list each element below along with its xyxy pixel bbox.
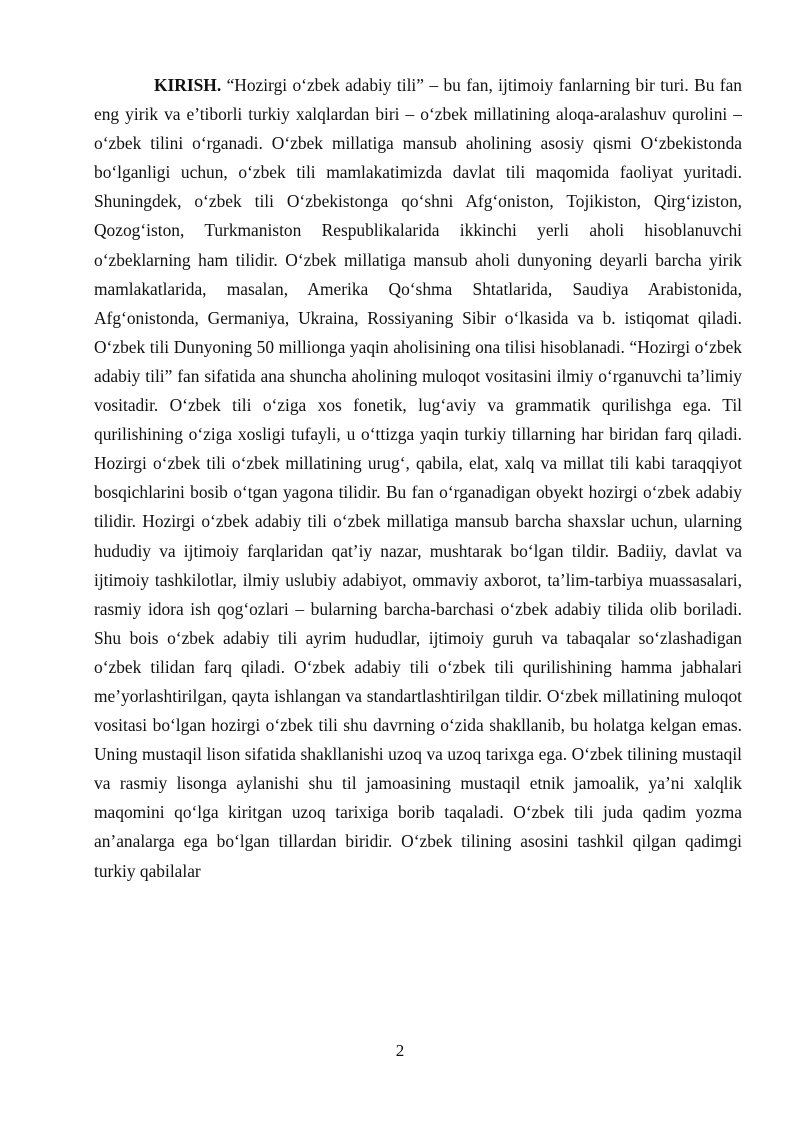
paragraph-text: “Hozirgi o‘zbek adabiy tili” – bu fan, ijtimoiy fanlarning bir turi. Bu fan eng yirik va e’tiborli turkiy xalqlardan biri – o‘zbek millatining aloqa-aralashuv qurolini – o‘zbek tilini o‘rganadi. O‘zbek millatiga mansub aholining asosiy qismi O‘zbekistonda bo‘lganligi uchun, o‘zbek tili mamlakatimizda davlat tili maqomida faoliyat yuritadi. Shuningdek, o‘zbek tili O‘zbekistonga qo‘shni Afg‘oniston, Tojikiston, Qirg‘iziston, Qozog‘iston, Turkmaniston Respublikalarida ikkinchi yerli aholi hisoblanuvchi o‘zbeklarning ham tilidir. O‘zbek millatiga mansub aholi dunyoning deyarli barcha yirik mamlakatlarida, masalan, Amerika Qo‘shma Shtatlarida, Saudiya Arabistonida, Afg‘onistonda, Germaniya, Ukraina, Rossiyaning Sibir o‘lkasida va b. istiqomat qiladi. O‘zbek tili Dunyoning 50 millionga yaqin aholisining ona tilisi hisoblanadi. “Hozirgi o‘zbek adabiy tili” fan sifatida ana shuncha aholining muloqot vositasini ilmiy o‘rganuvchi ta’limiy vositadir. O‘zbek tili o‘ziga xos fonetik, lug‘aviy va grammatik qurilishga ega. Til qurilishining o‘ziga xosligi tufayli, u o‘ttizga yaqin turkiy tillarning har biridan farq qiladi. Hozirgi o‘zbek tili o‘zbek millatining urug‘, qabila, elat, xalq va millat tili kabi taraqqiyot bosqichlarini bosib o‘tgan yagona tilidir. Bu fan o‘rganadigan obyekt hozirgi o‘zbek adabiy tilidir. Hozirgi o‘zbek adabiy tili o‘zbek millatiga mansub barcha shaxslar uchun, ularning hududiy va ijtimoiy farqlaridan qat’iy nazar, mushtarak bo‘lgan tildir. Badiiy, davlat va ijtimoiy tashkilotlar, ilmiy uslubiy adabiyot, ommaviy axborot, ta’lim-tarbiya muassasalari, rasmiy idora ish qog‘ozlari – bularning barcha-barchasi o‘zbek adabiy tilida olib boriladi. Shu bois o‘zbek adabiy tili ayrim hududlar, ijtimoiy guruh va tabaqalar so‘zlashadigan o‘zbek tilidan farq qiladi. O‘zbek adabiy tili o‘zbek tili qurilishining hamma jabhalari me’yorlashtirilgan, qayta ishlangan va standartlashtirilgan tildir. O‘zbek millatining muloqot vositasi bo‘lgan hozirgi o‘zbek tili shu davrning o‘zida shakllanib, bu holatga kelgan emas. Uning mustaqil lison sifatida shakllanishi uzoq va uzoq tarixga ega. O‘zbek tilining mustaqil va rasmiy lisonga aylanishi shu til jamoasining mustaqil etnik jamoalik, ya’ni xalqlik maqomini qo‘lga kiritgan uzoq tarixiga borib taqaladi. O‘zbek tili juda qadim yozma an’analarga ega bo‘lgan tillardan biridir. O‘zbek tilining asosini tashkil qilgan qadimgi turkiy qabilalar: [94, 75, 742, 881]
document-page: [94, 71, 742, 886]
section-heading: KIRISH.: [154, 75, 222, 95]
page-number: 2: [395, 1041, 405, 1060]
intro-paragraph: [94, 71, 742, 886]
